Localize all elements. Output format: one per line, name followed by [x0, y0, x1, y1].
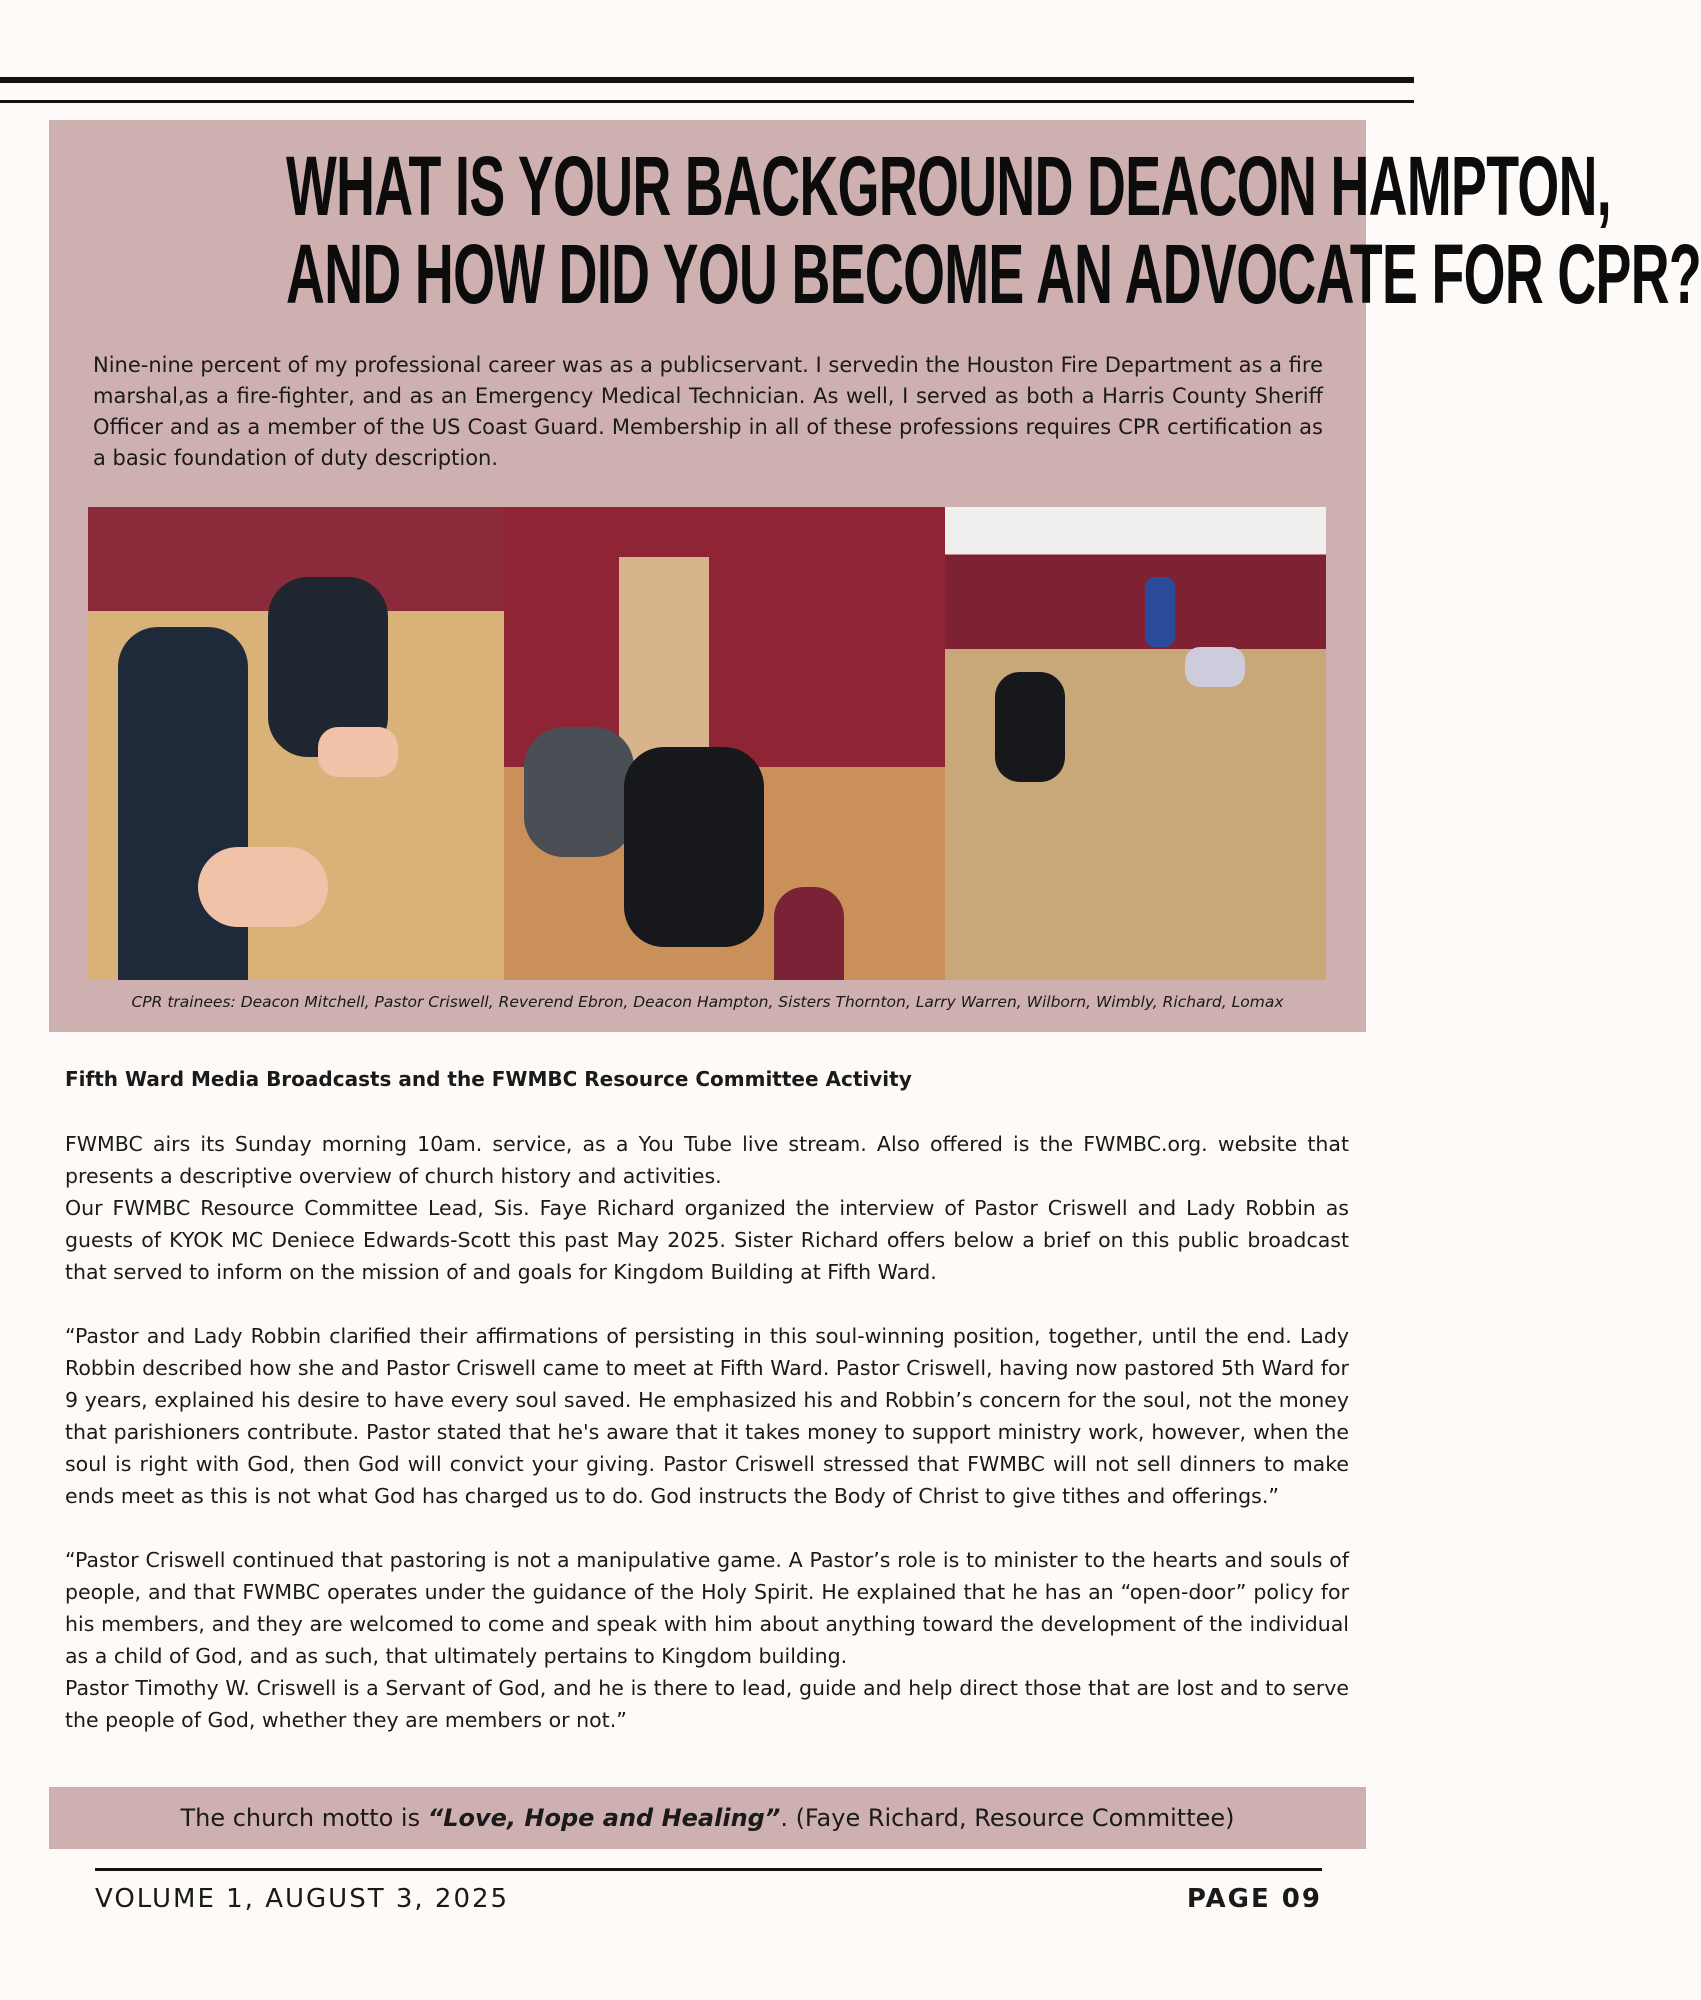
cpr-photo-1: [88, 507, 504, 980]
paragraph: Pastor Timothy W. Criswell is a Servant of God, and he is there to lead, guide and help direct those that are lost and to serve the people of God, whether they are members or not.”: [65, 1676, 1349, 1732]
paragraph: “Pastor Criswell continued that pastoring is not a manipulative game. A Pastor’s role is to minister to the hearts and souls of people, and that FWMBC operates under the guidance of the Holy Spirit. He explained that he has an “open-door” policy for his members, and they are welcomed to come and speak with him about anything toward the development of the individual as a child of God, and as such, that ultimately pertains to Kingdom building.: [65, 1548, 1349, 1668]
article-body: [65, 1128, 1349, 1736]
paragraph: Our FWMBC Resource Committee Lead, Sis. Faye Richard organized the interview of Pastor Criswell and Lady Robbin as guests of KYOK MC Deniece Edwards-Scott this past May 2025. Sister Richard offers below a brief on this public broadcast that served to inform on the mission of and goals for Kingdom Building at Fifth Ward.: [65, 1196, 1349, 1284]
headline-line-2: AND HOW DID YOU BECOME AN ADVOCATE FOR CPR?: [286, 227, 1701, 321]
paragraph: “Pastor and Lady Robbin clarified their affirmations of persisting in this soul-winning position, together, until the end. Lady Robbin described how she and Pastor Criswell came to meet at Fifth Ward. Pastor Criswell, having now pastored 5th Ward for 9 years, explained his desire to have every soul saved. He emphasized his and Robbin’s concern for the soul, not the money that parishioners contribute. Pastor stated that he's aware that it takes money to support ministry work, however, when the soul is right with God, then God will convict your giving. Pastor Criswell stressed that FWMBC will not sell dinners to make ends meet as this is not what God has charged us to do. God instructs the Body of Christ to give tithes and offerings.”: [65, 1324, 1349, 1508]
paragraph: FWMBC airs its Sunday morning 10am. service, as a You Tube live stream. Also offered is the FWMBC.org. website that presents a descriptive overview of church history and activities.: [65, 1132, 1349, 1188]
headline-line-1: WHAT IS YOUR BACKGROUND DEACON HAMPTON,: [286, 139, 1612, 233]
top-rule-thick: [0, 77, 1414, 83]
motto-quote: “Love, Hope and Healing”: [427, 1804, 781, 1832]
interview-panel: [49, 120, 1701, 1032]
motto-prefix: The church motto is: [180, 1804, 428, 1832]
intro-paragraph: Nine-nine percent of my professional career was as a publicservant. I servedin the Houston Fire Department as a fire marshal,as a fire-fighter, and as an Emergency Medical Technician. As well, I served as both a Harris County Sheriff Officer and as a member of the US Coast Guard. Membership in all of these professions requires CPR certification as a basic foundation of duty description.: [93, 353, 1323, 470]
footer-rule: [95, 1868, 1322, 1871]
motto-banner: [49, 1787, 1366, 1849]
headline: [49, 139, 1701, 321]
photo-strip: [88, 507, 1326, 980]
section-title: Fifth Ward Media Broadcasts and the FWMBC Resource Committee Activity: [65, 1067, 912, 1091]
photo-caption: CPR trainees: Deacon Mitchell, Pastor Criswell, Reverend Ebron, Deacon Hampton, Sisters Thornton, Larry Warren, Wilborn, Wimbly, Richard, Lomax: [131, 993, 1284, 1011]
motto-suffix: . (Faye Richard, Resource Committee): [780, 1804, 1235, 1832]
cpr-photo-2: [504, 507, 945, 980]
cpr-photo-3: [945, 507, 1326, 980]
footer-page-number: PAGE 09: [1186, 1884, 1322, 1914]
top-rule-thin: [0, 100, 1414, 103]
footer-volume: VOLUME 1, AUGUST 3, 2025: [95, 1884, 510, 1914]
